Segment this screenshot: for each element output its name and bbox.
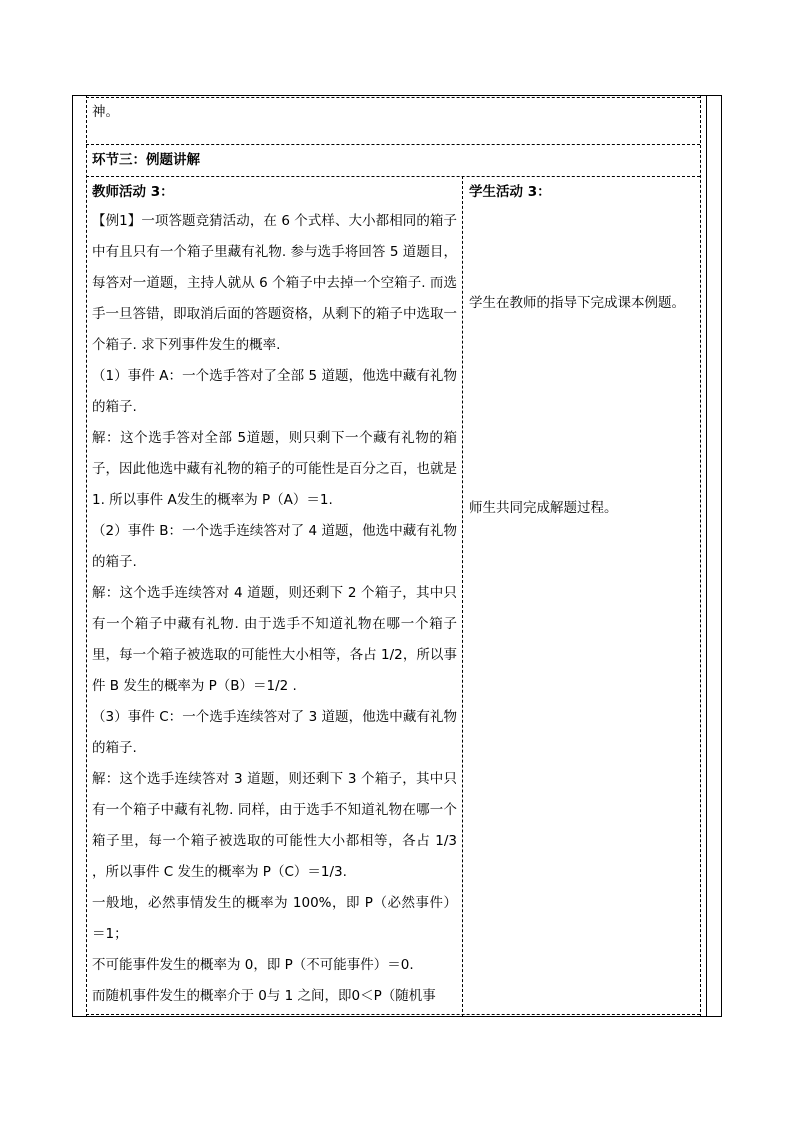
- table-border-right: [706, 95, 707, 1017]
- row-divider: [86, 97, 700, 98]
- row-divider: [86, 176, 700, 177]
- student-note-2: 师生共同完成解题过程。: [469, 500, 618, 516]
- event-b-solution: 解：这个选手连续答对 4 道题，则还剩下 2 个箱子，其中只有一个箱子中藏有礼物. 由于选手不知道礼物在哪一个箱子里，每一个箱子被选取的可能性大小相等，各占 1/2，所以事件 B 发生的概率为 P（B）＝1/2 .: [92, 585, 457, 694]
- event-a-solution: 解：这个选手答对全部 5道题，则只剩下一个藏有礼物的箱子，因此他选中藏有礼物的箱子的可能性是百分之百，也就是 1. 所以事件 A发生的概率为 P（A）＝1.: [92, 430, 457, 508]
- event-b-question: （2）事件 B：一个选手连续答对了 4 道题，他选中藏有礼物的箱子.: [92, 523, 457, 570]
- teacher-activity-content: [92, 206, 457, 1012]
- example-statement: 【例1】一项答题竞猜活动，在 6 个式样、大小都相同的箱子中有且只有一个箱子里藏有礼物. 参与选手将回答 5 道题目，每答对一道题，主持人就从 6 个箱子中去掉一个空箱子. 而选手一旦答错，即取消后面的答题资格，从剩下的箱子中选取一个箱子. 求下列事件发生的概率.: [92, 213, 457, 353]
- row-divider: [86, 144, 700, 145]
- teacher-activity-heading: 教师活动 3：: [92, 184, 174, 200]
- event-c-question: （3）事件 C：一个选手连续答对了 3 道题，他选中藏有礼物的箱子.: [92, 709, 457, 756]
- event-c-solution: 解：这个选手连续答对 3 道题，则还剩下 3 个箱子，其中只有一个箱子中藏有礼物. 同样，由于选手不知道礼物在哪一个箱子里，每一个箱子被选取的可能性大小都相等，各占 1/3 ，所以事件 C 发生的概率为 P（C）＝1/3.: [92, 771, 457, 880]
- column-divider: [462, 176, 463, 1017]
- certain-event-note: 一般地，必然事情发生的概率为 100%，即 P（必然事件）＝1；: [92, 895, 457, 942]
- random-event-note: 而随机事件发生的概率介于 0与 1 之间，即0＜P（随机事: [92, 988, 436, 1004]
- inner-border-right: [700, 95, 701, 1017]
- section-heading: 环节三：例题讲解: [92, 152, 200, 168]
- impossible-event-note: 不可能事件发生的概率为 0，即 P（不可能事件）＝0.: [92, 957, 414, 973]
- student-activity-heading: 学生活动 3：: [469, 184, 551, 200]
- row-divider: [86, 1014, 700, 1015]
- event-a-question: （1）事件 A：一个选手答对了全部 5 道题，他选中藏有礼物的箱子.: [92, 368, 457, 415]
- top-fragment-text: 神。: [92, 104, 119, 120]
- student-note-1: 学生在教师的指导下完成课本例题。: [469, 295, 685, 311]
- inner-border-left: [86, 95, 87, 1017]
